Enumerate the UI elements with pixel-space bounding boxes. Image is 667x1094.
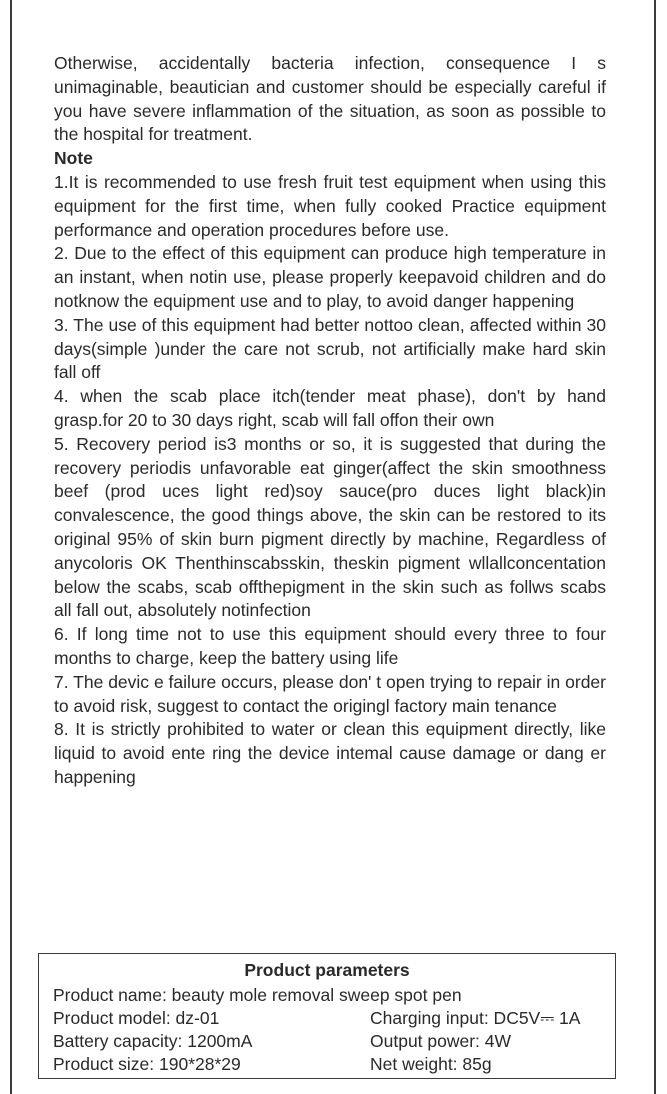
note-item-5: 5. Recovery period is3 months or so, it is suggested that during the recovery periodis unfavorable eat ginger(affect the skin smoothness beef (prod uces light red)soy sauce(pro duces light black)in convalescence, the good things above, the skin can be restored to its original 95% of skin burn pigment directly by machine, Regardless of anycoloris OK Thenthinscabsskin, theskin pigment wllallconcentation below the scabs, scab offthepigment in the skin such as follws scabs all fall out, absolutely notinfection (54, 433, 606, 621)
product-parameters-box (38, 953, 616, 1079)
net-weight: Net weight: 85g (370, 1054, 492, 1074)
right-border-line (654, 0, 656, 1094)
manual-text (54, 52, 606, 790)
note-item-2: 2. Due to the effect of this equipment can produce high temperature in an instant, when notin use, please properly keepavoid children and do notknow the equipment use and to play, to avoid danger happening (54, 243, 606, 311)
note-item-3: 3. The use of this equipment had better nottoo clean, affected within 30 days(simple )under the care not scrub, not artificially make hard skin fall off (54, 314, 606, 383)
note-item-7: 7. The devic e failure occurs, please don' t open trying to repair in order to avoid risk, suggest to contact the origingl factory main tenance (54, 671, 606, 716)
note-item-8: 8. It is strictly prohibited to water or clean this equipment directly, like liquid to avoid ente ring the device intemal cause damage or dang er happening (54, 719, 606, 787)
note-heading: Note (54, 148, 93, 169)
product-name: Product name: beauty mole removal sweep spot pen (53, 985, 462, 1005)
note-item-4: 4. when the scab place itch(tender meat phase), don't by hand grasp.for 20 to 30 days right, scab will fall offon their own (54, 386, 606, 430)
charging-input: Charging input: DC5V⎓ 1A (370, 1008, 581, 1028)
left-border-line (10, 0, 12, 1094)
product-model: Product model: dz-01 (53, 1008, 220, 1028)
product-parameters-title: Product parameters (244, 960, 410, 980)
product-size: Product size: 190*28*29 (53, 1054, 241, 1074)
intro-paragraph: Otherwise, accidentally bacteria infection, consequence I s unimaginable, beautician and customer should be especially careful if you have severe inflammation of the situation, as soon as possible to the hospital for treatment. (54, 53, 606, 145)
note-item-1: 1.It is recommended to use fresh fruit test equipment when using this equipment for the first time, when fully cooked Practice equipment performance and operation procedures before use. (54, 171, 606, 240)
output-power: Output power: 4W (370, 1031, 512, 1051)
battery-capacity: Battery capacity: 1200mA (53, 1031, 253, 1051)
note-item-6: 6. If long time not to use this equipment should every three to four months to charge, keep the battery using life (54, 624, 606, 668)
